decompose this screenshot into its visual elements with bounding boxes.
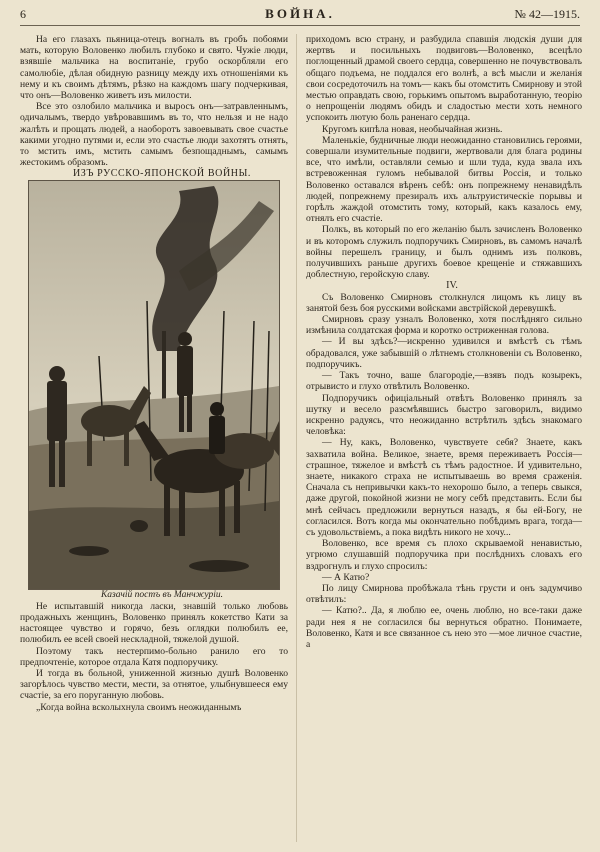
paragraph: Воловенко, все время съ плохо скрываемой ненавистью, угрюмо слушавшій подпоручика при послѣднихъ словахъ его вздрогнулъ и глухо спросилъ:	[306, 538, 582, 572]
paragraph: На его глазахъ пьяница-отецъ вогналъ въ гробъ побоями мать, которую Воловенко любилъ глубоко и свято. Чужіе люди, взявшіе мальчика на воспитаніе, грубо оскорбляли его самолюбіе, дѣлая обидную разницу между ихъ отношеніями къ нему и къ своимъ дѣтямъ, рѣзко на каждомъ шагу подчеркивая, что онъ—Воловенко живетъ изъ милости.	[20, 34, 288, 102]
paragraph: — Катю?.. Да, я люблю ее, очень люблю, но все-таки даже ради нея я не согласился бы вернуться обратно. Понимаете, Воловенко, Катя и все связанное съ нею это —мое личное счастие, а	[306, 605, 582, 650]
page-number: 6	[20, 7, 26, 21]
illustration-drawing	[29, 181, 279, 589]
right-column	[306, 34, 582, 650]
paragraph: Смирновъ сразу узналъ Воловенко, хотя послѣдняго сильно измѣнила солдатская форма и коротко остриженная голова.	[306, 314, 582, 337]
paragraph: — И вы здѣсь?—искренно удивился и вмѣстѣ съ тѣмъ обрадовался, уже забывшій о лѣтнемъ столкновеніи съ Воловенко, подпоручикъ.	[306, 336, 582, 370]
paragraph: — А Катю?	[322, 571, 370, 583]
illustration-caption: Казачій постъ въ Манчжуріи.	[100, 589, 224, 600]
paragraph: Съ Воловенко Смирновъ столкнулся лицомъ къ лицу въ занятой безъ боя русскими войсками австрійской деревушкѣ.	[306, 291, 582, 314]
page-header	[20, 5, 580, 26]
rider	[209, 402, 225, 454]
paragraph: Кругомъ кипѣла новая, необычайная жизнь.	[322, 123, 503, 135]
foreground-ground	[29, 501, 279, 589]
chapter-number: IV.	[446, 280, 458, 292]
illustration-cossack-post	[28, 180, 280, 590]
illustration-section-title: ИЗЪ РУССКО-ЯПОНСКОЙ ВОЙНЫ.	[72, 168, 252, 180]
paragraph: Поэтому такъ нестерпимо-больно ранило его то предпочтеніе, которое отдала Катя подпоручику.	[20, 645, 288, 668]
paragraph: — Такъ точно, ваше благородіе,—взявъ подъ козырекъ, отрывисто и глухо отвѣтилъ Воловенко.	[306, 370, 582, 393]
paragraph: — Ну, какъ, Воловенко, чувствуете себя? Знаете, какъ захватила война. Великое, знаете, время переживаетъ Россія—страшное, тяжелое и вмѣстѣ съ тѣмъ радостное. И удивительно, знаете, никакого страха не испытываешь во время сраженія. Сначала съ непривычки какъ-то нехорошо было, а теперь свыкся, даже другой, покойной жизни не могу себѣ представить. Если бы мнѣ сейчасъ предложили вернуться назадъ, я бы ей-Богу, не согласился. Вотъ когда мы окончательно побѣдимъ врага, тогда—съ удовольствіемъ, а пока видѣть никого не хочу...	[306, 437, 582, 538]
paragraph: Подпоручикъ офиціальный отвѣтъ Воловенко принялъ за шутку и весело разсмѣявшись быстро заговорилъ, видимо искренно радуясь, что неожиданно встрѣтилъ здѣсь знакомаго человѣка:	[306, 392, 582, 438]
paragraph: Все это озлобило мальчика и выросъ онъ—затравленнымъ, одичалымъ, твердо увѣровавшимъ въ то, что нельзя и не надо жалѣть и прощать людей, а наоборотъ завоевывать свое счастье какими угодно путями и, если это счастье люди захотятъ отнять, то мстить имъ, мстить самымъ безпощаднымъ, самымъ жестокимъ образомъ.	[20, 101, 288, 169]
column-divider	[296, 34, 297, 842]
paragraph: приходомъ всю страну, и разбудила спавшія людскія души для жертвъ и посильныхъ подвиговъ—Воловенко, всецѣло поглощенный драмой своего сердца, совершенно не почувствовалъ общаго подъема, не поддался его волнѣ, а всѣ мысли и желанія свои сосредоточилъ на томъ— какъ бы отомстить Смирнову и этой местью оправдать свою, горькимъ опытомъ выработанную, теорію о непрощеніи людямъ обидъ и сладостью мести хоть немного успокоить лютую боль раненаго сердца.	[306, 34, 582, 124]
paragraph: Маленькіе, будничные люди неожиданно становились героями, совершали изумительные подвиги, жертвовали для блага родины все, что имѣли, оставляли семью и шли туда, куда звала ихъ встревоженная гуломъ небывалой битвы Россія, и только Воловенко оставался вѣренъ себѣ: онъ попрежнему ненавидѣлъ людей, попрежнему презиралъ ихъ альтруистическіе порывы и горѣлъ жаждой отомстить тому, который, какъ казалось ему, отнялъ его счастіе.	[306, 134, 582, 225]
journal-title: ВОЙНА.	[265, 6, 335, 21]
paragraph: Не испытавшій никогда ласки, знавшій только любовь продажныхъ женщинъ, Воловенко принялъ кокетство Кати за настоящее чувство и горячо, безъ оглядки полюбилъ ее, полюбилъ ее всей своей нескладной, тяжелой душой.	[20, 600, 288, 646]
paragraph: И тогда въ больной, униженной жизнью душѣ Воловенко загорѣлось чувство мести, мести, за отнятое, улыбнувшееся ему счастіе, за его поруганную любовь.	[20, 668, 288, 702]
paragraph: По лицу Смирнова пробѣжала тѣнь грусти и онъ задумчиво отвѣтилъ:	[306, 582, 582, 606]
paragraph: „Когда война всколыхнула своимъ неожиданнымъ	[36, 701, 242, 713]
left-column	[20, 34, 288, 713]
paragraph: Полкъ, въ который по его желанію былъ зачисленъ Воловенко и въ которомъ служилъ подпоручикъ Смирновъ, въ самомъ началѣ войны перешелъ границу, и былъ однимъ изъ полковъ, получившихъ раньше другихъ боевое крещеніе и стяжавшихъ доблестную, геройскую славу.	[306, 224, 582, 281]
issue-number: № 42—1915.	[514, 7, 580, 21]
